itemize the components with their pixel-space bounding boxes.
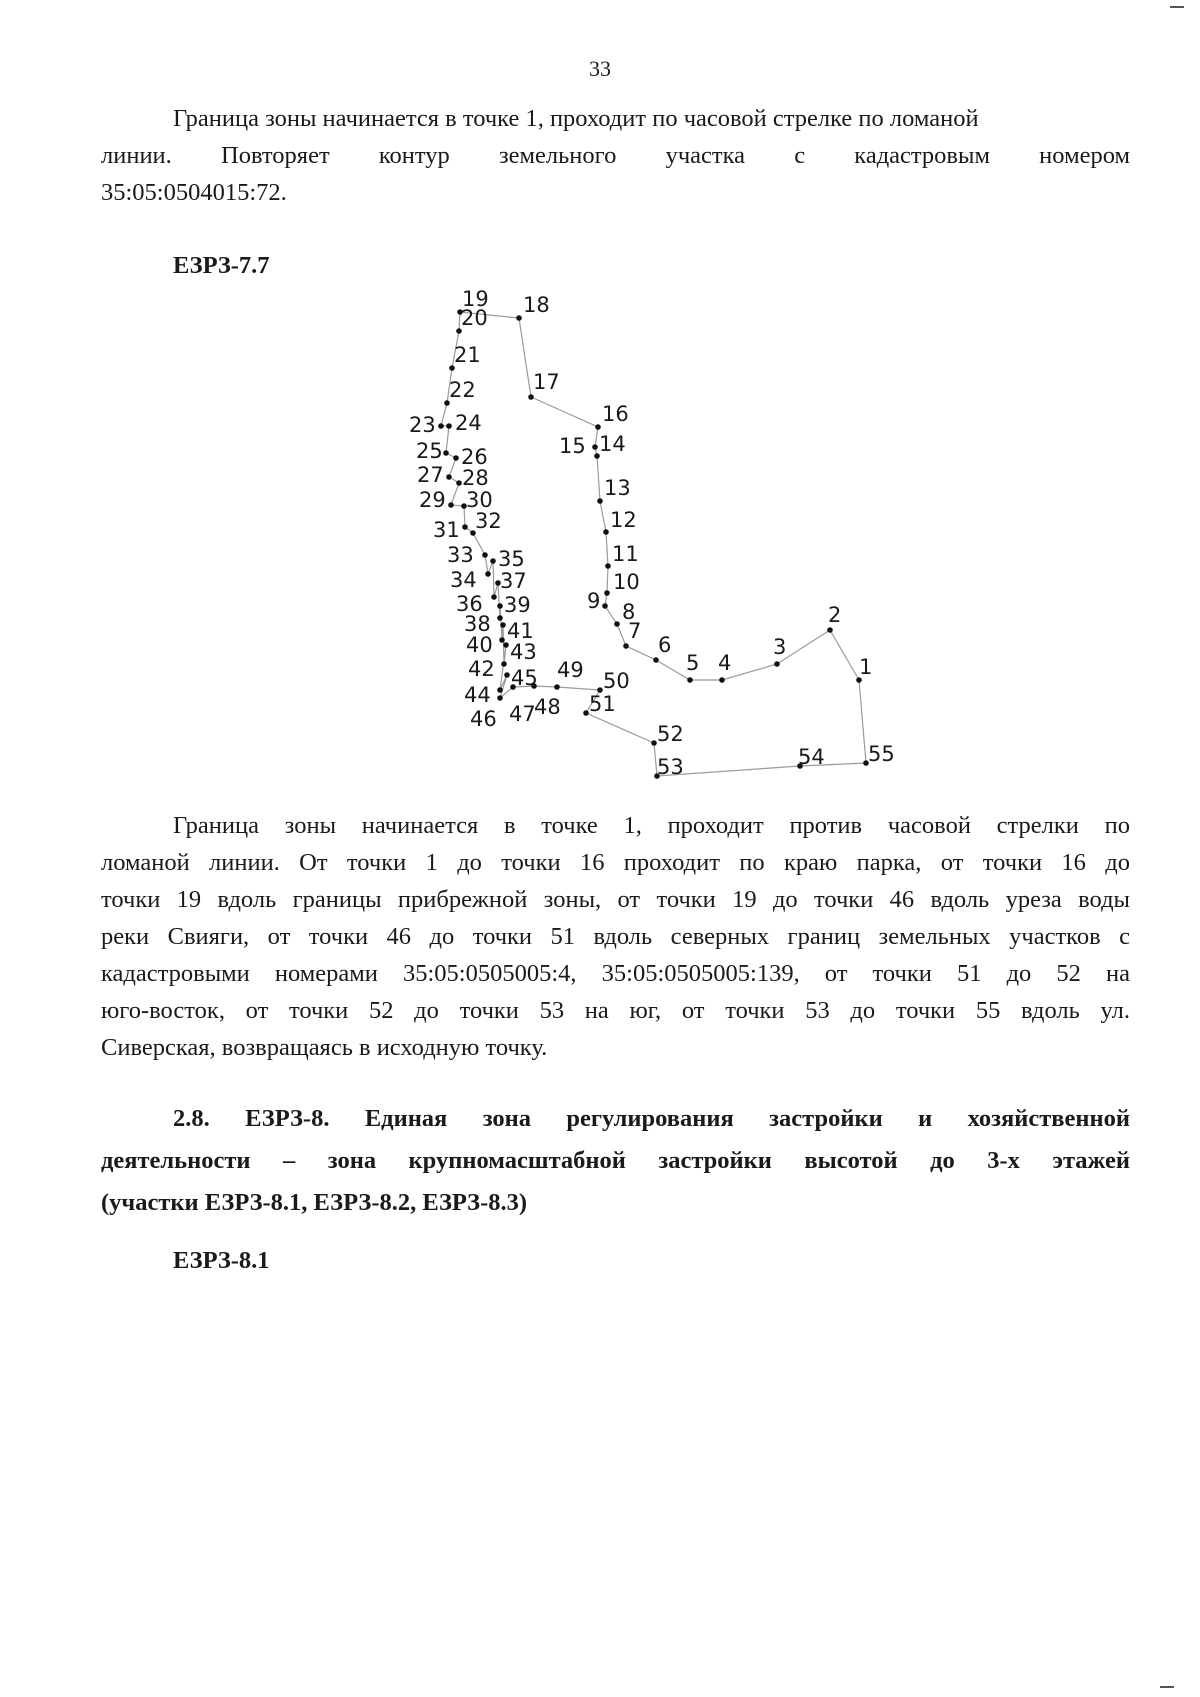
boundary-point-42 — [501, 661, 507, 667]
boundary-polyline — [441, 312, 866, 776]
zone-boundary-scheme — [0, 0, 1200, 800]
point-labels — [409, 287, 895, 779]
boundary-point-33 — [482, 552, 488, 558]
description-line-2: ломаной линии. От точки 1 до точки 16 проходит по краю парка, от точки 16 до — [101, 849, 1130, 876]
point-label-53: 53 — [657, 755, 684, 779]
boundary-point-38 — [497, 615, 503, 621]
boundary-point-24 — [446, 423, 452, 429]
boundary-point-11 — [605, 563, 611, 569]
point-label-8: 8 — [622, 600, 636, 624]
boundary-point-23 — [438, 423, 444, 429]
point-label-36: 36 — [456, 592, 483, 616]
point-label-28: 28 — [462, 466, 489, 490]
point-label-38: 38 — [464, 612, 491, 636]
boundary-point-2 — [827, 627, 833, 633]
point-label-48: 48 — [534, 695, 561, 719]
boundary-point-41 — [500, 622, 506, 628]
point-label-16: 16 — [602, 402, 629, 426]
section-title-line-1: 2.8. ЕЗРЗ-8. Единая зона регулирования застройки и хозяйственной — [173, 1105, 1130, 1132]
point-label-29: 29 — [419, 488, 446, 512]
boundary-point-7 — [623, 643, 629, 649]
point-label-12: 12 — [610, 508, 637, 532]
boundary-point-52 — [651, 740, 657, 746]
point-label-19: 19 — [462, 287, 489, 311]
heading-ezrz-7-7: ЕЗРЗ-7.7 — [173, 252, 270, 279]
point-label-42: 42 — [468, 657, 495, 681]
boundary-point-46 — [497, 695, 503, 701]
boundary-point-8 — [614, 621, 620, 627]
point-label-37: 37 — [500, 569, 527, 593]
description-line-6: юго-восток, от точки 52 до точки 53 на юг, от точки 53 до точки 55 вдоль ул. — [101, 997, 1130, 1024]
point-label-1: 1 — [859, 655, 873, 679]
scan-mark — [1170, 6, 1184, 8]
intro-line-2: линии. Повторяет контур земельного участка с кадастровым номером — [101, 142, 1130, 169]
point-label-33: 33 — [447, 543, 474, 567]
boundary-point-44 — [497, 687, 503, 693]
boundary-point-13 — [597, 498, 603, 504]
point-label-26: 26 — [461, 445, 488, 469]
point-label-15: 15 — [559, 434, 586, 458]
point-label-40: 40 — [466, 633, 493, 657]
point-label-55: 55 — [868, 742, 895, 766]
scan-mark — [1160, 1686, 1174, 1688]
point-label-13: 13 — [604, 476, 631, 500]
boundary-point-17 — [528, 394, 534, 400]
point-label-51: 51 — [589, 692, 616, 716]
boundary-point-9 — [602, 603, 608, 609]
boundary-point-28 — [456, 480, 462, 486]
point-label-5: 5 — [686, 651, 700, 675]
point-label-31: 31 — [433, 518, 460, 542]
point-label-18: 18 — [523, 293, 550, 317]
point-label-9: 9 — [587, 589, 601, 613]
description-line-7: Сиверская, возвращаясь в исходную точку. — [101, 1034, 548, 1061]
point-label-39: 39 — [504, 593, 531, 617]
heading-ezrz-8-1: ЕЗРЗ-8.1 — [173, 1247, 270, 1274]
boundary-point-15 — [592, 444, 598, 450]
boundary-point-49 — [554, 684, 560, 690]
point-label-3: 3 — [773, 635, 787, 659]
intro-line-3: 35:05:0504015:72. — [101, 179, 287, 206]
point-label-34: 34 — [450, 568, 477, 592]
section-title-line-2: деятельности – зона крупномасштабной застройки высотой до 3-х этажей — [101, 1147, 1130, 1174]
point-label-22: 22 — [449, 378, 476, 402]
boundary-point-39 — [497, 603, 503, 609]
boundary-point-3 — [774, 661, 780, 667]
point-label-17: 17 — [533, 370, 560, 394]
boundary-point-18 — [516, 315, 522, 321]
point-label-43: 43 — [510, 640, 537, 664]
section-title-line-3: (участки ЕЗРЗ-8.1, ЕЗРЗ-8.2, ЕЗРЗ-8.3) — [101, 1189, 528, 1216]
point-label-25: 25 — [416, 439, 443, 463]
boundary-point-35 — [490, 558, 496, 564]
description-line-3: точки 19 вдоль границы прибрежной зоны, от точки 19 до точки 46 вдоль уреза воды — [101, 886, 1130, 913]
point-label-35: 35 — [498, 547, 525, 571]
point-label-32: 32 — [475, 509, 502, 533]
point-label-6: 6 — [658, 633, 672, 657]
point-label-49: 49 — [557, 658, 584, 682]
boundary-point-31 — [462, 524, 468, 530]
boundary-point-27 — [446, 474, 452, 480]
boundary-point-6 — [653, 657, 659, 663]
point-label-54: 54 — [798, 745, 825, 769]
point-label-14: 14 — [599, 432, 626, 456]
point-label-7: 7 — [628, 619, 642, 643]
boundary-point-5 — [687, 677, 693, 683]
boundary-point-36 — [491, 594, 497, 600]
point-label-23: 23 — [409, 413, 436, 437]
point-label-44: 44 — [464, 683, 491, 707]
boundary-point-40 — [499, 637, 505, 643]
point-label-47: 47 — [509, 702, 536, 726]
boundary-point-4 — [719, 677, 725, 683]
description-line-5: кадастровыми номерами 35:05:0505005:4, 35:05:0505005:139, от точки 51 до 52 на — [101, 960, 1130, 987]
point-label-30: 30 — [466, 488, 493, 512]
boundary-point-45 — [504, 672, 510, 678]
point-label-46: 46 — [470, 707, 497, 731]
description-line-4: реки Свияги, от точки 46 до точки 51 вдоль северных границ земельных участков с — [101, 923, 1130, 950]
boundary-point-25 — [443, 450, 449, 456]
description-line-1: Граница зоны начинается в точке 1, проходит против часовой стрелки по — [173, 812, 1130, 839]
boundary-point-43 — [503, 642, 509, 648]
boundary-point-29 — [448, 502, 454, 508]
intro-line-1: Граница зоны начинается в точке 1, проходит по часовой стрелке по ломаной — [173, 105, 979, 132]
point-label-21: 21 — [454, 343, 481, 367]
section-2-8-title — [101, 1098, 1130, 1224]
boundary-points — [438, 309, 869, 779]
boundary-point-10 — [604, 590, 610, 596]
point-label-10: 10 — [613, 570, 640, 594]
point-label-24: 24 — [455, 411, 482, 435]
point-label-2: 2 — [828, 603, 842, 627]
point-label-20: 20 — [461, 306, 488, 330]
point-label-52: 52 — [657, 722, 684, 746]
point-label-11: 11 — [612, 542, 639, 566]
boundary-point-34 — [485, 571, 491, 577]
point-label-45: 45 — [511, 666, 538, 690]
boundary-line — [441, 312, 866, 776]
boundary-point-12 — [603, 529, 609, 535]
boundary-point-16 — [595, 424, 601, 430]
page-number: 33 — [589, 56, 611, 81]
boundary-point-26 — [453, 455, 459, 461]
point-label-4: 4 — [718, 651, 732, 675]
boundary-point-51 — [583, 710, 589, 716]
point-label-27: 27 — [417, 463, 444, 487]
point-label-41: 41 — [507, 619, 534, 643]
description-paragraph — [101, 807, 1130, 1066]
point-label-50: 50 — [603, 669, 630, 693]
